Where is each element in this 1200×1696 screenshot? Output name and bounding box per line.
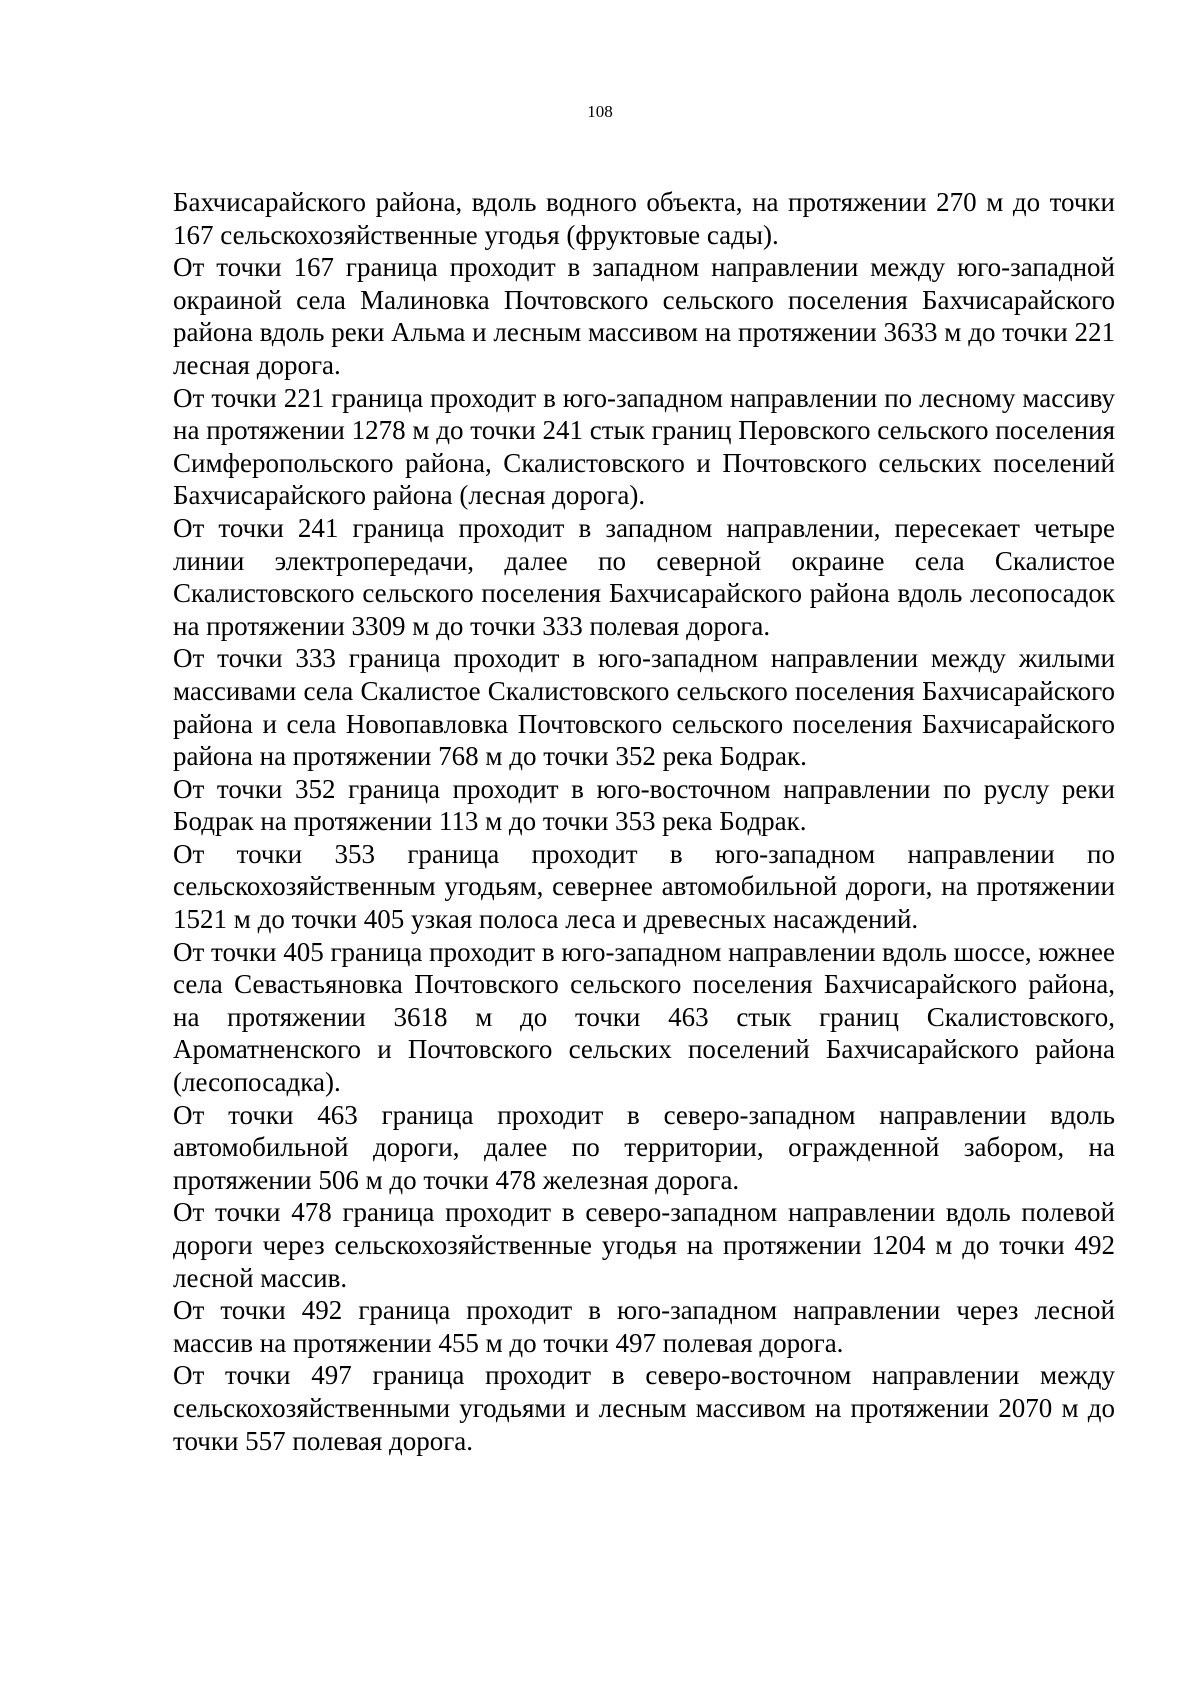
paragraph: От точки 478 граница проходит в северо-западном направлении вдоль полевой дороги через сельскохозяйственные угодья на протяжении 1204 м до точки 492 лесной массив. [173,1197,1115,1293]
paragraph: От точки 492 граница проходит в юго-западном направлении через лесной массив на протяжении 455 м до точки 497 полевая дорога. [173,1295,1115,1358]
paragraph: От точки 333 граница проходит в юго-западном направлении между жилыми массивами села Скалистое Скалистовского сельского поселения Бахчисарайского района и села Новопавловка Почтовского сельского поселения Бахчисарайского района на протяжении 768 м до точки 352 река Бодрак. [173,643,1115,772]
paragraph: От точки 405 граница проходит в юго-западном направлении вдоль шоссе, южнее села Севастьяновка Почтовского сельского поселения Бахчисарайского района, на протяжении 3618 м до точки 463 стык границ Скалистовского, Ароматненского и Почтовского сельских поселений Бахчисарайского района (лесопосадка). [173,936,1115,1098]
paragraph: От точки 241 граница проходит в западном направлении, пересекает четыре линии электропередачи, далее по северной окраине села Скалистое Скалистовского сельского поселения Бахчисарайского района вдоль лесопосадок на протяжении 3309 м до точки 333 полевая дорога. [173,512,1115,641]
page-number: 108 [587,102,613,121]
paragraph: От точки 463 граница проходит в северо-западном направлении вдоль автомобильной дороги, далее по территории, огражденной забором, на протяжении 506 м до точки 478 железная дорога. [173,1099,1115,1195]
document-body [173,186,1115,1457]
paragraph: От точки 167 граница проходит в западном направлении между юго-западной окраиной села Малиновка Почтовского сельского поселения Бахчисарайского района вдоль реки Альма и лесным массивом на протяжении 3633 м до точки 221 лесная дорога. [173,252,1115,380]
paragraph: От точки 221 граница проходит в юго-западном направлении по лесному массиву на протяжении 1278 м до точки 241 стык границ Перовского сельского поселения Симферопольского района, Скалистовского и Почтовского сельских поселений Бахчисарайского района (лесная дорога). [173,382,1115,511]
paragraph: От точки 352 граница проходит в юго-восточном направлении по руслу реки Бодрак на протяжении 113 м до точки 353 река Бодрак. [173,773,1115,837]
paragraph: Бахчисарайского района, вдоль водного объекта, на протяжении 270 м до точки 167 сельскохозяйственные угодья (фруктовые сады). [173,187,1115,250]
paragraph: От точки 353 граница проходит в юго-западном направлении по сельскохозяйственным угодьям, севернее автомобильной дороги, на протяжении 1521 м до точки 405 узкая полоса леса и древесных насаждений. [173,838,1115,935]
paragraph: От точки 497 граница проходит в северо-восточном направлении между сельскохозяйственными угодьями и лесным массивом на протяжении 2070 м до точки 557 полевая дорога. [173,1360,1115,1456]
